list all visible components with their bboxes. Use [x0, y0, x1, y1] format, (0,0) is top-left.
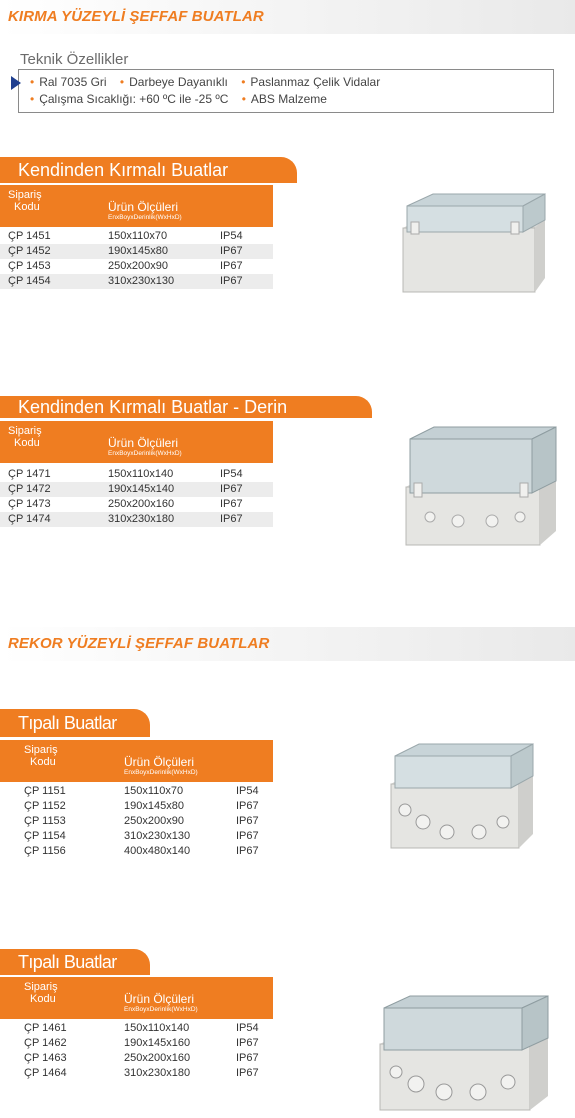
- junction-box-image: [395, 190, 550, 300]
- bullet-icon: •: [30, 92, 35, 106]
- table-row: ÇP 1452 190x145x80 IP67: [0, 244, 273, 259]
- column-header-dimensions-sub: EnxBoyxDerinlik(WxHxD): [108, 450, 182, 457]
- spec-item: • Darbeye Dayanıklı: [119, 75, 228, 89]
- table-row: ÇP 1473 250x200x160 IP67: [8, 498, 243, 510]
- spec-item: • Paslanmaz Çelik Vidalar: [241, 75, 381, 89]
- bullet-icon: •: [30, 75, 35, 89]
- bullet-icon: •: [241, 92, 246, 106]
- section-title-kirma: KIRMA YÜZEYLİ ŞEFFAF BUATLAR: [8, 8, 264, 25]
- table-row: ÇP 1462 190x145x160 IP67: [24, 1037, 259, 1049]
- column-header-dimensions: Ürün Ölçüleri: [108, 436, 179, 450]
- junction-box-deep-image: [400, 425, 560, 550]
- specs-line-2: [30, 92, 337, 106]
- table-header: [0, 185, 273, 227]
- table-header: [0, 740, 273, 782]
- table-row: ÇP 1471 150x110x140 IP54: [8, 468, 243, 480]
- table-row: ÇP 1154 310x230x130 IP67: [24, 830, 259, 842]
- specs-line-1: [30, 75, 390, 89]
- section-tab-kendinden: [0, 157, 297, 183]
- table-row: ÇP 1451 150x110x70 IP54: [8, 230, 243, 242]
- column-header-dimensions-sub: EnxBoyxDerinlik(WxHxD): [124, 769, 198, 776]
- column-header-code: Sipariş Kodu: [24, 981, 58, 1005]
- junction-box-gland-image: [383, 740, 538, 855]
- product-table-1: [0, 229, 273, 289]
- section-tab-label: Tıpalı Buatlar: [18, 713, 117, 733]
- table-row: ÇP 1152 190x145x80 IP67: [24, 800, 259, 812]
- bullet-icon: •: [119, 75, 125, 89]
- product-table-2: [0, 467, 273, 527]
- table-row: ÇP 1464 310x230x180 IP67: [24, 1067, 259, 1079]
- table-row: ÇP 1463 250x200x160 IP67: [24, 1052, 259, 1064]
- table-row: ÇP 1156 400x480x140 IP67: [24, 845, 259, 857]
- table-row: ÇP 1461 150x110x140 IP54: [24, 1022, 259, 1034]
- section-tab-derin: [0, 396, 372, 418]
- spec-item: • ABS Malzeme: [241, 92, 327, 106]
- spec-item: • Çalışma Sıcaklığı: +60 ºC ile -25 ºC: [30, 92, 229, 106]
- section-tab-label: Kendinden Kırmalı Buatlar - Derin: [18, 397, 288, 417]
- table-row: ÇP 1474 310x230x180 IP67: [0, 512, 273, 527]
- table-row: ÇP 1453 250x200x90 IP67: [8, 260, 243, 272]
- section-tab-tipali-1: [0, 709, 150, 737]
- junction-box-gland-deep-image: [372, 992, 552, 1114]
- column-header-code: Sipariş Kodu: [24, 744, 58, 768]
- product-table-4: [0, 1021, 273, 1081]
- column-header-dimensions-sub: EnxBoyxDerinlik(WxHxD): [108, 214, 182, 221]
- column-header-dimensions: Ürün Ölçüleri: [108, 200, 179, 214]
- arrow-icon: [11, 76, 21, 90]
- bullet-icon: •: [241, 75, 246, 89]
- section-tab-label: Tıpalı Buatlar: [18, 952, 117, 972]
- table-row: ÇP 1151 150x110x70 IP54: [24, 785, 259, 797]
- table-row: ÇP 1454 310x230x130 IP67: [0, 274, 273, 289]
- column-header-code: Sipariş Kodu: [8, 189, 42, 213]
- section-title-rekor: REKOR YÜZEYLİ ŞEFFAF BUATLAR: [8, 635, 270, 652]
- column-header-dimensions: Ürün Ölçüleri: [124, 992, 195, 1006]
- section-tab-label: Kendinden Kırmalı Buatlar: [18, 160, 229, 180]
- column-header-dimensions-sub: EnxBoyxDerinlik(WxHxD): [124, 1006, 198, 1013]
- table-row: ÇP 1472 190x145x140 IP67: [0, 482, 273, 497]
- table-row: ÇP 1153 250x200x90 IP67: [24, 815, 259, 827]
- spec-item: • Ral 7035 Gri: [30, 75, 107, 89]
- specs-title: Teknik Özellikler: [20, 51, 132, 68]
- column-header-dimensions: Ürün Ölçüleri: [124, 755, 195, 769]
- column-header-code: Sipariş Kodu: [8, 425, 42, 449]
- table-header: [0, 421, 273, 463]
- table-header: [0, 977, 273, 1019]
- product-table-3: [0, 784, 273, 859]
- section-tab-tipali-2: [0, 949, 150, 975]
